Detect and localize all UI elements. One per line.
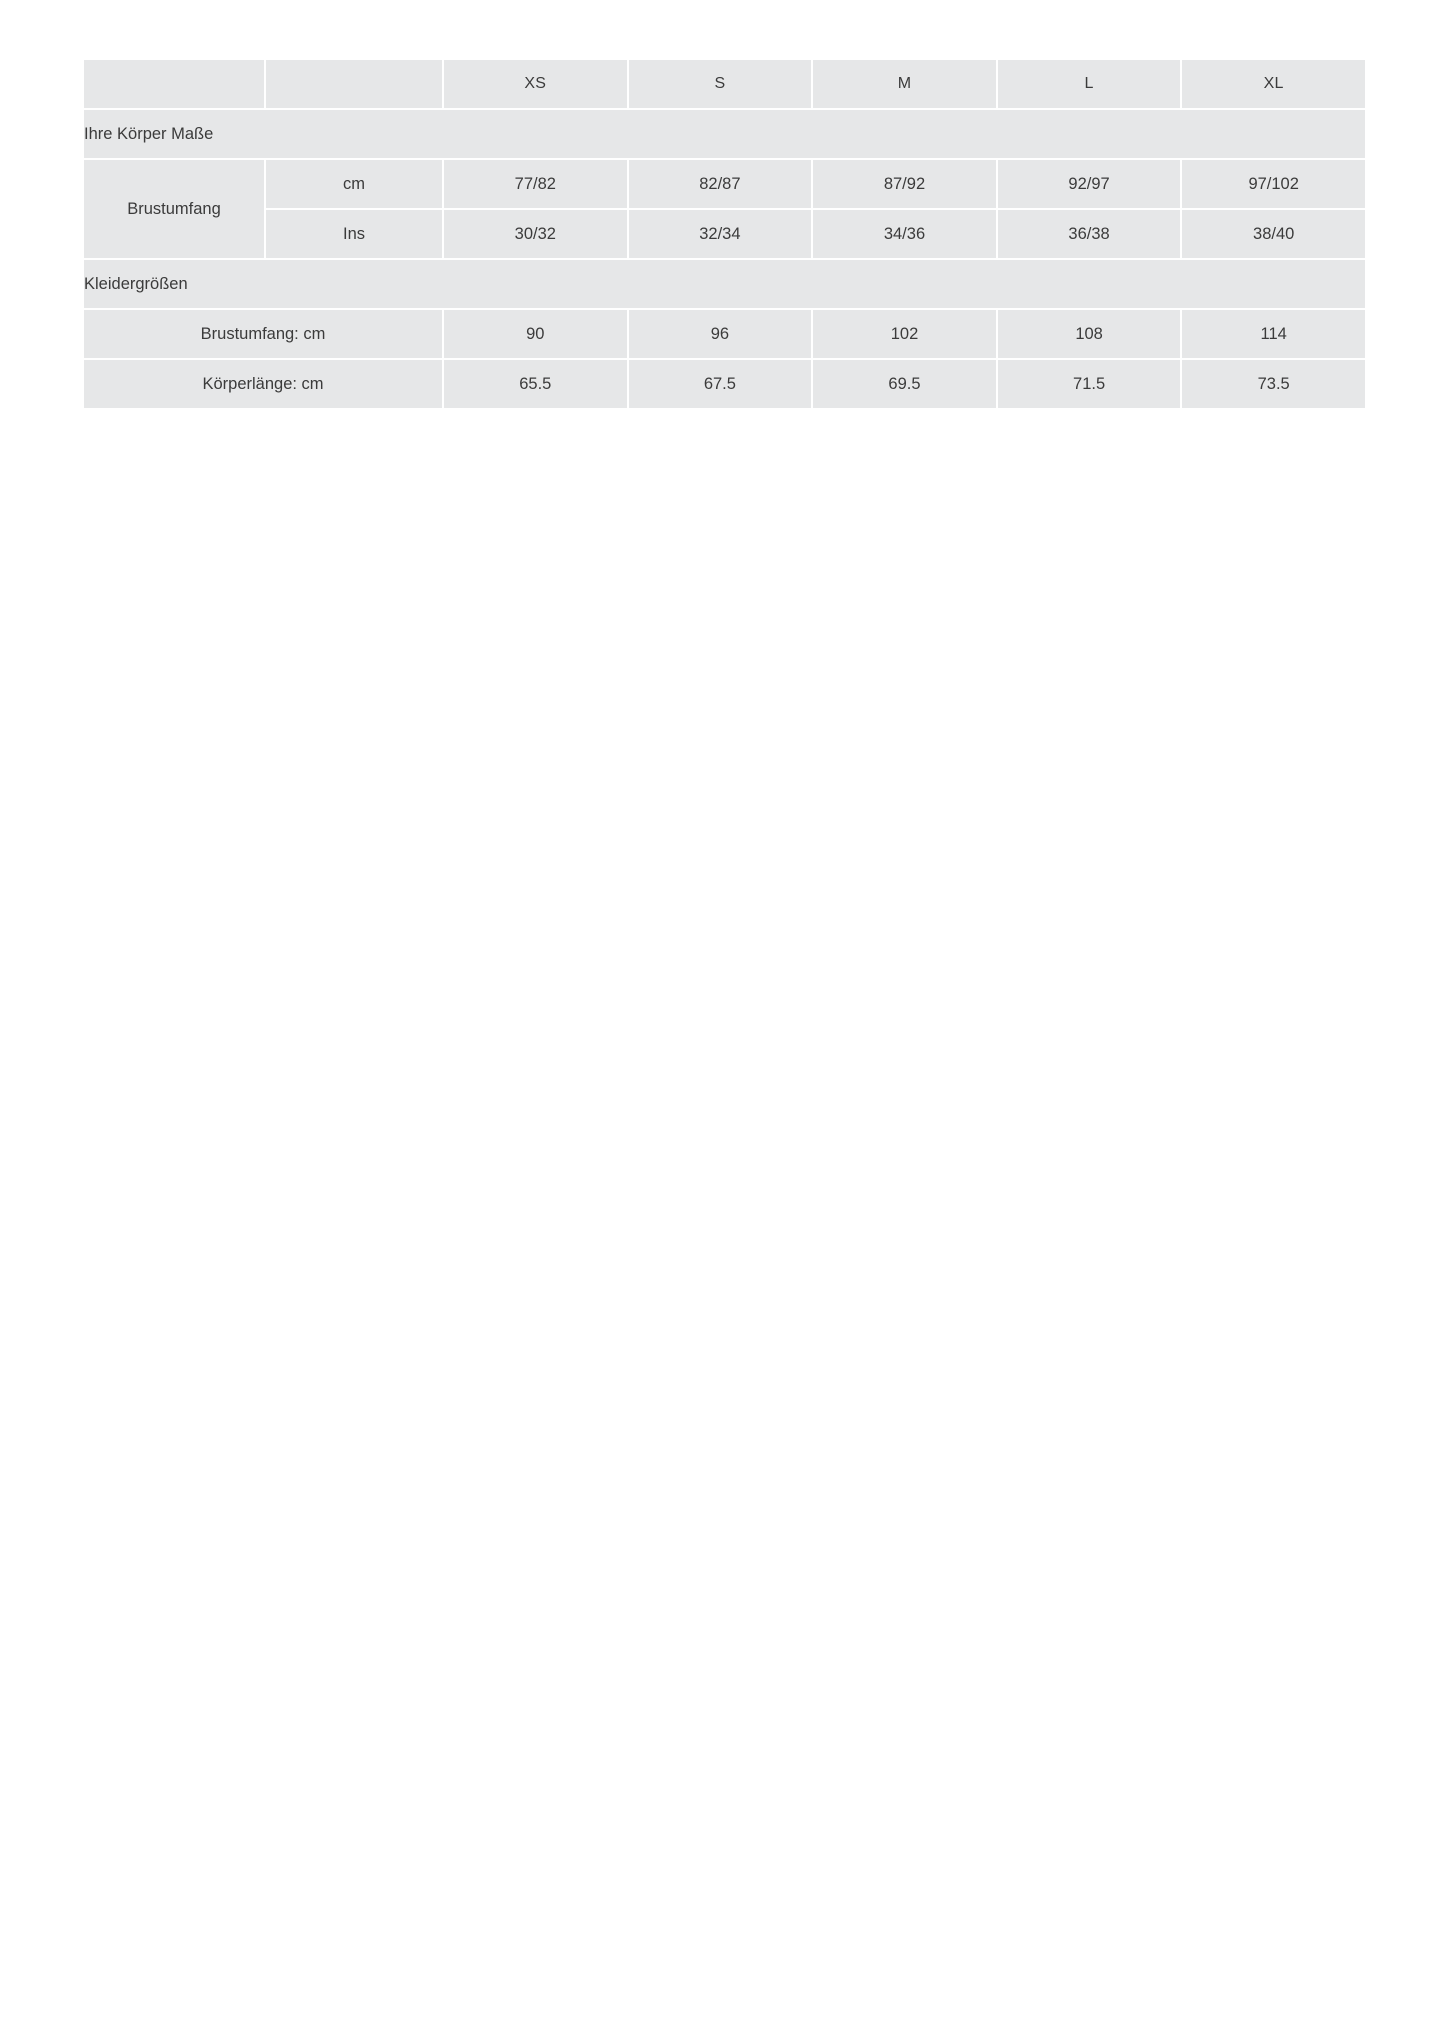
value-cell: 38/40 — [1181, 209, 1366, 259]
size-chart-table — [82, 58, 1367, 410]
value-cell: 102 — [812, 309, 997, 359]
row-label-koerperlaenge-cm: Körperlänge: cm — [83, 359, 443, 409]
size-header-xl: XL — [1181, 59, 1366, 109]
value-cell: 36/38 — [997, 209, 1182, 259]
value-cell: 82/87 — [628, 159, 813, 209]
size-header-m: M — [812, 59, 997, 109]
value-cell: 97/102 — [1181, 159, 1366, 209]
value-cell: 114 — [1181, 309, 1366, 359]
value-cell: 34/36 — [812, 209, 997, 259]
size-header-s: S — [628, 59, 813, 109]
table-row — [83, 309, 1366, 359]
table-row — [83, 359, 1366, 409]
value-cell: 32/34 — [628, 209, 813, 259]
table-row — [83, 159, 1366, 209]
header-corner-cell-1 — [83, 59, 265, 109]
value-cell: 77/82 — [443, 159, 628, 209]
value-cell: 108 — [997, 309, 1182, 359]
value-cell: 92/97 — [997, 159, 1182, 209]
value-cell: 71.5 — [997, 359, 1182, 409]
size-header-xs: XS — [443, 59, 628, 109]
section-title-row-body-measurements — [83, 109, 1366, 159]
value-cell: 67.5 — [628, 359, 813, 409]
unit-cell-ins: Ins — [265, 209, 443, 259]
table-row — [83, 209, 1366, 259]
row-label-brustumfang: Brustumfang — [83, 159, 265, 259]
value-cell: 30/32 — [443, 209, 628, 259]
section-title-garment-sizes: Kleidergrößen — [83, 259, 1366, 309]
header-corner-cell-2 — [265, 59, 443, 109]
value-cell: 65.5 — [443, 359, 628, 409]
value-cell: 96 — [628, 309, 813, 359]
value-cell: 73.5 — [1181, 359, 1366, 409]
section-title-body-measurements: Ihre Körper Maße — [83, 109, 1366, 159]
size-header-l: L — [997, 59, 1182, 109]
value-cell: 69.5 — [812, 359, 997, 409]
value-cell: 90 — [443, 309, 628, 359]
unit-cell-cm: cm — [265, 159, 443, 209]
table-header-row — [83, 59, 1366, 109]
value-cell: 87/92 — [812, 159, 997, 209]
row-label-brustumfang-cm: Brustumfang: cm — [83, 309, 443, 359]
section-title-row-garment-sizes — [83, 259, 1366, 309]
